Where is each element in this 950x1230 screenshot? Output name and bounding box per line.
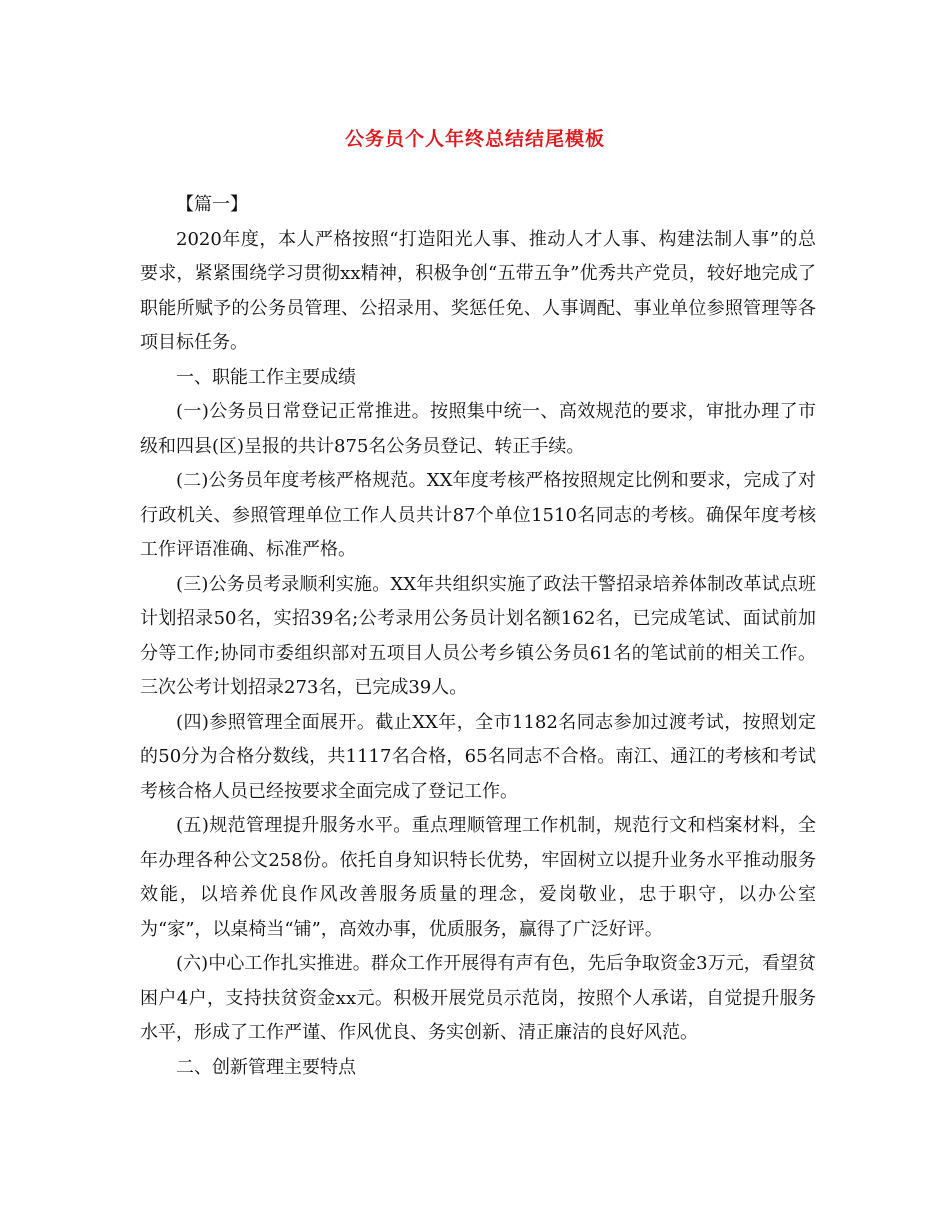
paragraph-item-3: (三)公务员考录顺利实施。XX年共组织实施了政法干警招录培养体制改革试点班计划招录50名，实招39名;公考录用公务员计划名额162名，已完成笔试、面试前加分等工作;协同市委组织部对五项目人员公考乡镇公务员61名的笔试前的相关工作。三次公考计划招录273名，已完成39人。 [140, 573, 816, 698]
document-title: 公务员个人年终总结结尾模板 [344, 128, 605, 150]
section-heading-part-one: 【篇一】 [176, 194, 248, 215]
paragraph-item-5: (五)规范管理提升服务水平。重点理顺管理工作机制，规范行文和档案材料，全年办理各种公文258份。依托自身知识特长优势，牢固树立以提升业务水平推动服务效能，以培养优良作风改善服务质量的理念，爱岗敬业，忠于职守，以办公室为“家”，以桌椅当“铺”，高效办事，优质服务，赢得了广泛好评。 [140, 815, 816, 940]
paragraph-item-2: (二)公务员年度考核严格规范。XX年度考核严格按照规定比例和要求，完成了对行政机关、参照管理单位工作人员共计87个单位1510名同志的考核。确保年度考核工作评语准确、标准严格。 [140, 470, 816, 560]
section-heading-achievements: 一、职能工作主要成绩 [176, 366, 356, 388]
paragraph-intro: 2020年度，本人严格按照“打造阳光人事、推动人才人事、构建法制人事”的总要求，紧紧围绕学习贯彻xx精神，积极争创“五带五争”优秀共产党员，较好地完成了职能所赋予的公务员管理、公招录用、奖惩任免、人事调配、事业单位参照管理等各项目标任务。 [140, 228, 816, 353]
section-heading-innovation: 二、创新管理主要特点 [176, 1056, 356, 1078]
paragraph-item-4: (四)参照管理全面展开。截止XX年，全市1182名同志参加过渡考试，按照划定的50分为合格分数线，共1117名合格，65名同志不合格。南江、通江的考核和考试考核合格人员已经按要求全面完成了登记工作。 [140, 711, 816, 802]
document-body [140, 188, 816, 1085]
paragraph-item-1: (一)公务员日常登记正常推进。按照集中统一、高效规范的要求，审批办理了市级和四县(区)呈报的共计875名公务员登记、转正手续。 [140, 401, 816, 457]
paragraph-item-6: (六)中心工作扎实推进。群众工作开展得有声有色，先后争取资金3万元，看望贫困户4户，支持扶贫资金xx元。积极开展党员示范岗，按照个人承诺，自觉提升服务水平，形成了工作严谨、作风优良、务实创新、清正廉洁的良好风范。 [140, 953, 816, 1043]
